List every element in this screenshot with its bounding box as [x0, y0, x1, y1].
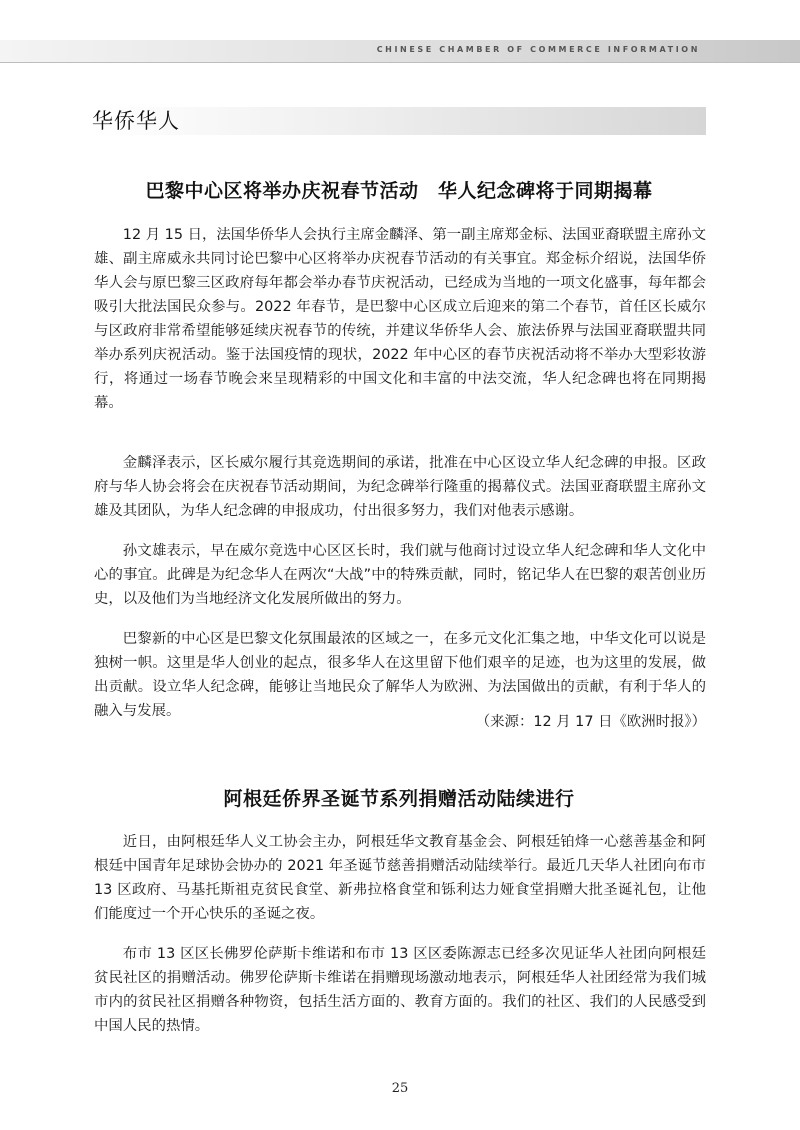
article-paragraph: 近日，由阿根廷华人义工协会主办，阿根廷华文教育基金会、阿根廷铂烽一心慈善基金和阿根廷中国青年足球协会协办的 2021 年圣诞节慈善捐赠活动陆续举行。最近几天华人社团向布市 13 区政府、马基托斯祖克贫民食堂、新弗拉格食堂和铄利达力娅食堂捐赠大批圣诞礼包，让他们能度过一个开心快乐的圣诞之夜。	[94, 834, 706, 922]
section-heading-bar	[92, 107, 706, 135]
article-title: 阿根廷侨界圣诞节系列捐赠活动陆续进行	[223, 788, 575, 810]
page-number: 25	[391, 1081, 409, 1096]
article-source: （来源：12 月 17 日《欧洲时报》）	[475, 714, 706, 730]
header-banner	[0, 40, 800, 63]
article-paragraph: 布市 13 区区长佛罗伦萨斯卡维诺和布市 13 区区委陈源志已经多次见证华人社团向阿根廷贫民社区的捐赠活动。佛罗伦萨斯卡维诺在捐赠现场激动地表示，阿根廷华人社团经常为我们城市内的贫民社区捐赠各种物资，包括生活方面的、教育方面的。我们的社区、我们的人民感受到中国人民的热情。	[94, 946, 706, 1034]
article-paragraph: 金麟泽表示，区长威尔履行其竞选期间的承诺，批准在中心区设立华人纪念碑的申报。区政府与华人协会将会在庆祝春节活动期间，为纪念碑举行隆重的揭幕仪式。法国亚裔联盟主席孙文雄及其团队，为华人纪念碑的申报成功，付出很多努力，我们对他表示感谢。	[94, 455, 706, 519]
article-paragraph: 巴黎新的中心区是巴黎文化氛围最浓的区域之一，在多元文化汇集之地，中华文化可以说是独树一帜。这里是华人创业的起点，很多华人在这里留下他们艰辛的足迹，也为这里的发展，做出贡献。设立华人纪念碑，能够让当地民众了解华人为欧洲、为法国做出的贡献，有利于华人的融入与发展。	[94, 631, 706, 719]
article-title: 巴黎中心区将举办庆祝春节活动 华人纪念碑将于同期揭幕	[145, 180, 653, 202]
article-paragraph: 12 月 15 日，法国华侨华人会执行主席金麟泽、第一副主席郑金标、法国亚裔联盟主席孙文雄、副主席威永共同讨论巴黎中心区将举办庆祝春节活动的有关事宜。郑金标介绍说，法国华侨华人会与原巴黎三区政府每年都会举办春节庆祝活动，已经成为当地的一项文化盛事，每年都会吸引大批法国民众参与。2022 年春节，是巴黎中心区成立后迎来的第二个春节，首任区长威尔与区政府非常希望能够延续庆祝春节的传统，并建议华侨华人会、旅法侨界与法国亚裔联盟共同举办系列庆祝活动。鉴于法国疫情的现状，2022 年中心区的春节庆祝活动将不举办大型彩妆游行，将通过一场春节晚会来呈现精彩的中国文化和丰富的中法交流，华人纪念碑也将在同期揭幕。	[94, 227, 706, 411]
article-paragraph: 孙文雄表示，早在威尔竞选中心区区长时，我们就与他商讨过设立华人纪念碑和华人文化中心的事宜。此碑是为纪念华人在两次“大战”中的特殊贡献，同时，铭记华人在巴黎的艰苦创业历史，以及他们为当地经济文化发展所做出的努力。	[94, 543, 706, 607]
header-banner-text: CHINESE CHAMBER OF COMMERCE INFORMATION	[376, 45, 700, 54]
section-title: 华侨华人	[92, 109, 180, 133]
